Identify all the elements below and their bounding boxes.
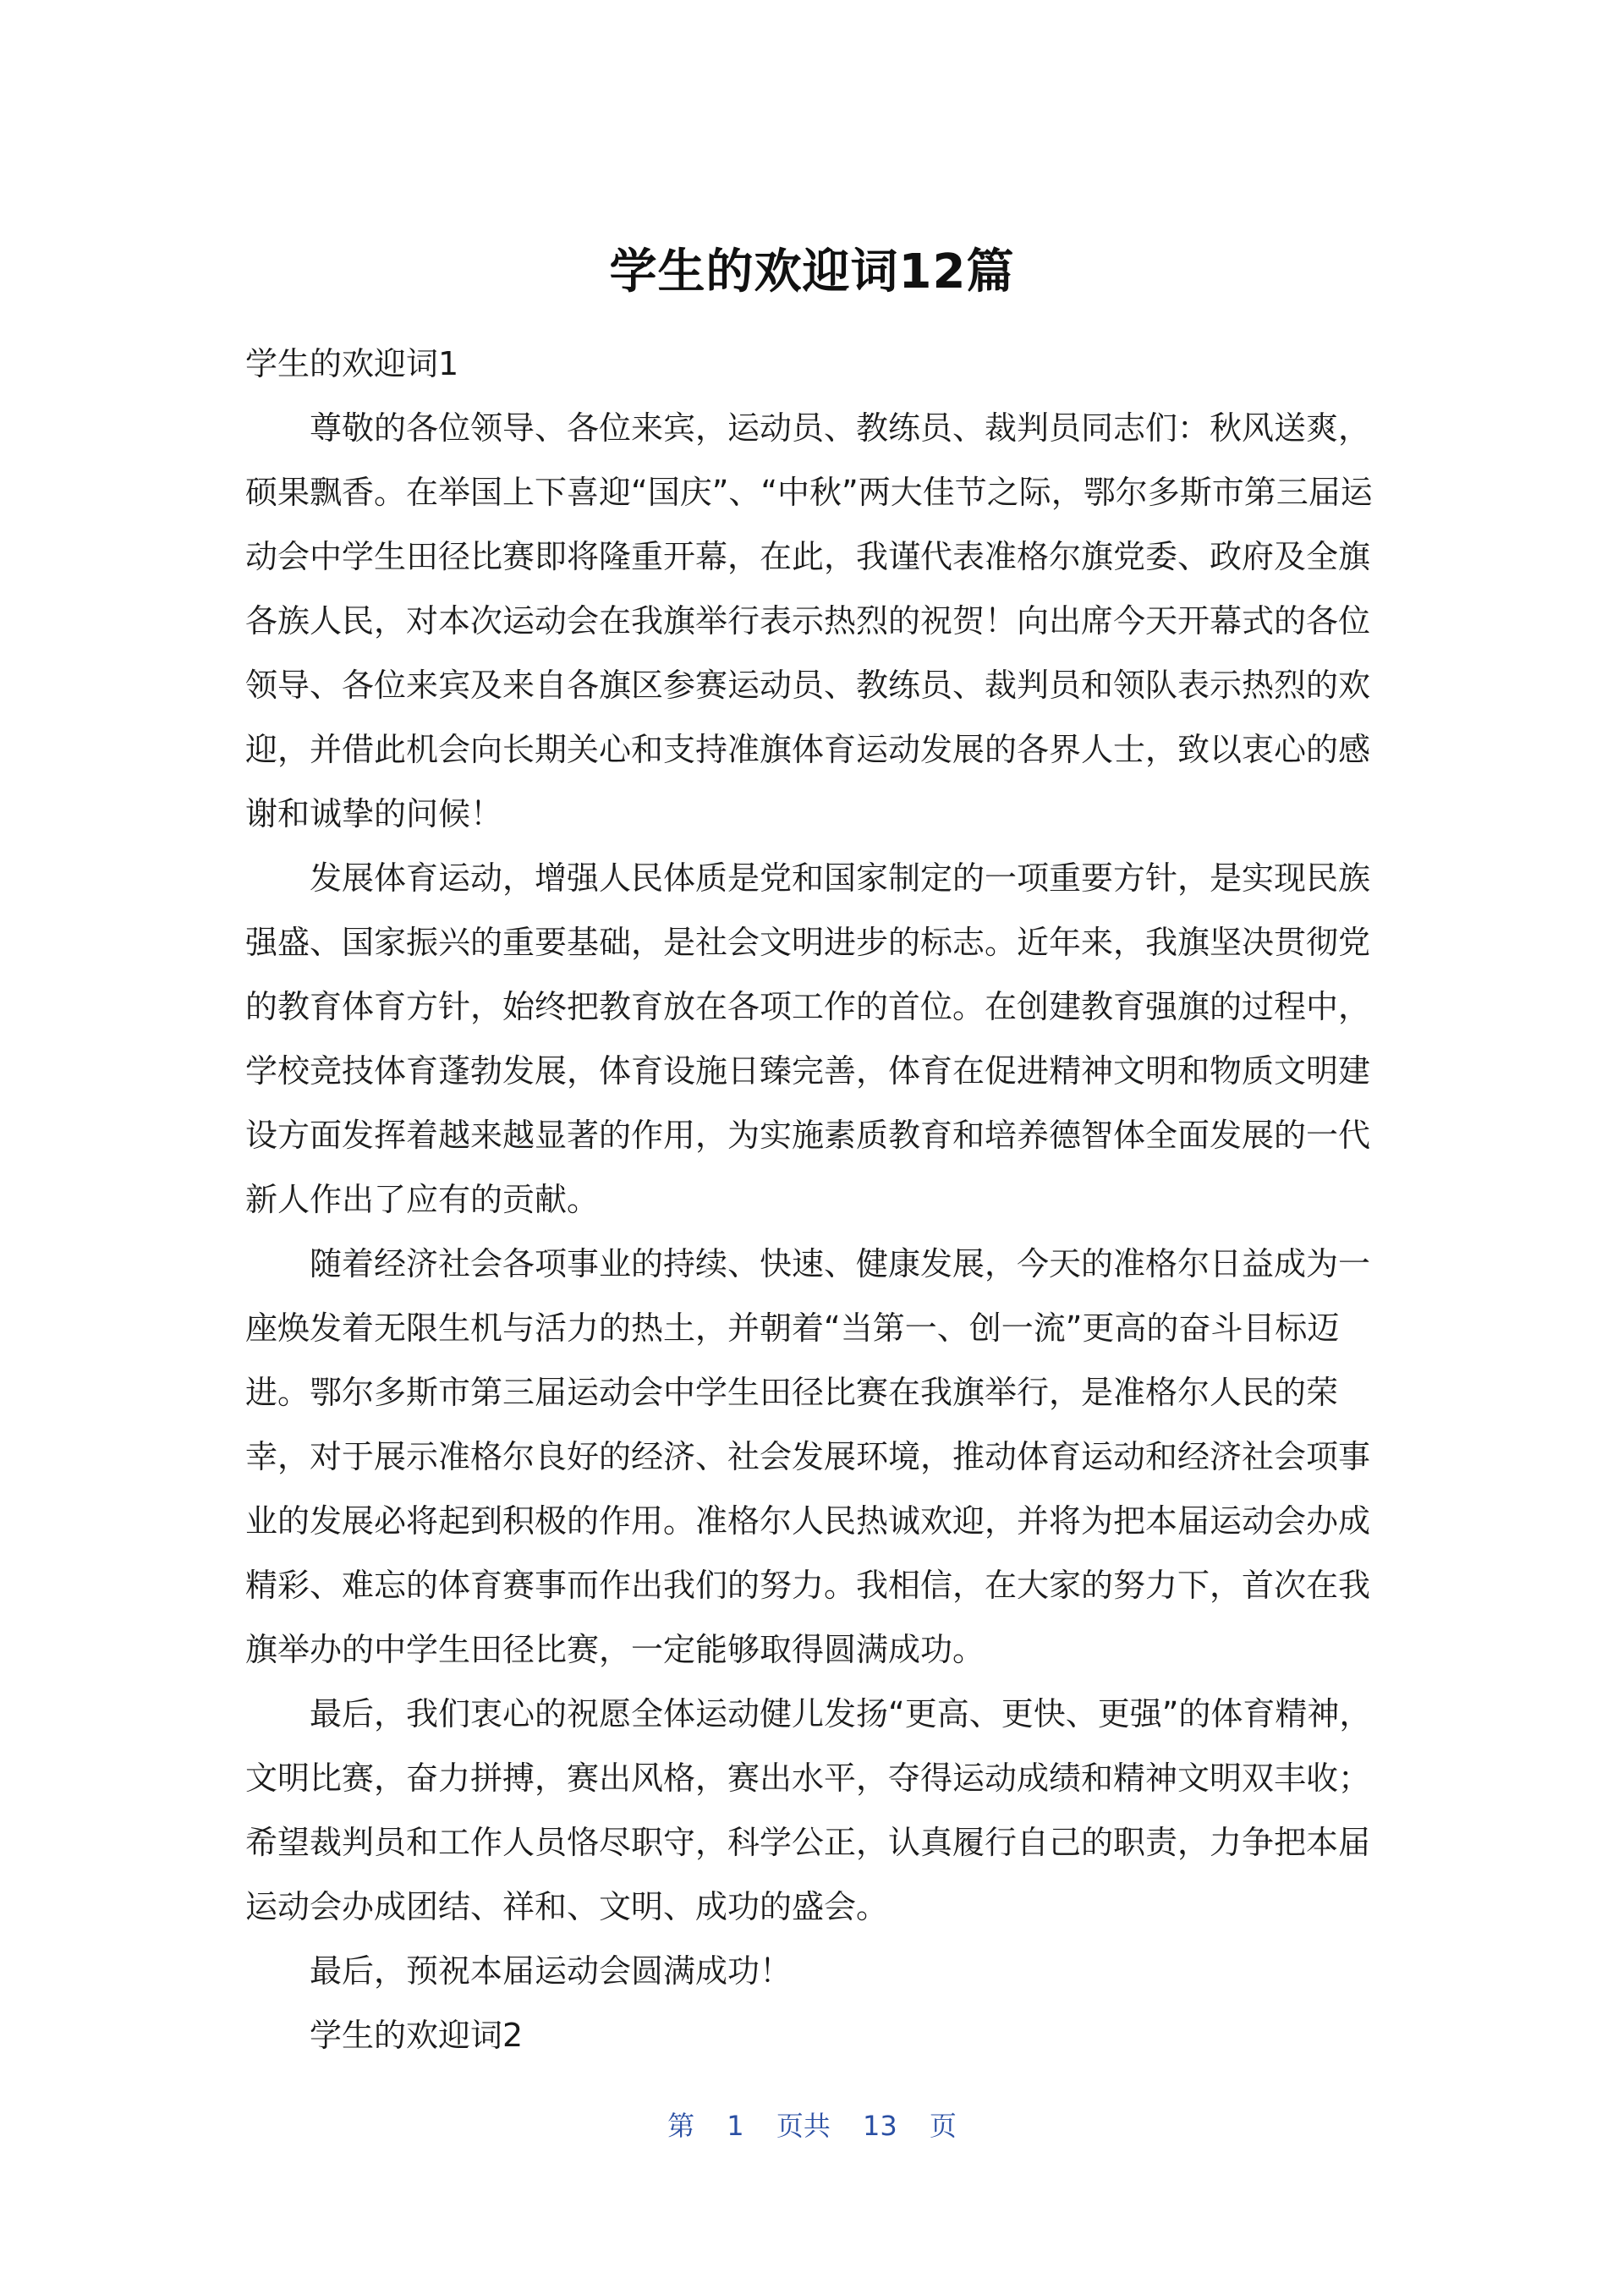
footer-middle: 页共 [776,2110,831,2142]
document-body [245,332,1379,2067]
page-footer [0,2105,1624,2147]
body-paragraph: 随着经济社会各项事业的持续、快速、健康发展，今天的准格尔日益成为一座焕发着无限生机与活力的热土，并朝着“当第一、创一流”更高的奋斗目标迈进。鄂尔多斯市第三届运动会中学生田径比赛在我旗举行，是准格尔人民的荣幸，对于展示准格尔良好的经济、社会发展环境，推动体育运动和经济社会项事业的发展必将起到积极的作用。准格尔人民热诚欢迎，并将为把本届运动会办成精彩、难忘的体育赛事而作出我们的努力。我相信，在大家的努力下，首次在我旗举办的中学生田径比赛，一定能够取得圆满成功。 [245,1245,1371,1668]
footer-suffix: 页 [929,2110,957,2142]
section-heading: 学生的欢迎词1 [245,345,459,382]
document-title: 学生的欢迎词12篇 [609,244,1015,299]
body-paragraph: 发展体育运动，增强人民体质是党和国家制定的一项重要方针，是实现民族强盛、国家振兴的重要基础，是社会文明进步的标志。近年来，我旗坚决贯彻党的教育体育方针，始终把教育放在各项工作的首位。在创建教育强旗的过程中，学校竞技体育蓬勃发展，体育设施日臻完善，体育在促进精神文明和物质文明建设方面发挥着越来越显著的作用，为实施素质教育和培养德智体全面发展的一代新人作出了应有的贡献。 [245,859,1371,1218]
footer-total-pages: 13 [863,2110,897,2142]
body-paragraph: 最后，预祝本届运动会圆满成功！ [310,1952,793,1990]
footer-prefix: 第 [667,2110,695,2142]
body-paragraph: 尊敬的各位领导、各位来宾，运动员、教练员、裁判员同志们：秋风送爽，硕果飘香。在举国上下喜迎“国庆”、“中秋”两大佳节之际，鄂尔多斯市第三届运动会中学生田径比赛即将隆重开幕，在此，我谨代表准格尔旗党委、政府及全旗各族人民，对本次运动会在我旗举行表示热烈的祝贺！向出席今天开幕式的各位领导、各位来宾及来自各旗区参赛运动员、教练员、裁判员和领队表示热烈的欢迎，并借此机会向长期关心和支持准旗体育运动发展的各界人士，致以衷心的感谢和诚挚的问候！ [245,409,1373,832]
section-heading: 学生的欢迎词2 [310,2017,524,2054]
body-paragraph: 最后，我们衷心的祝愿全体运动健儿发扬“更高、更快、更强”的体育精神，文明比赛，奋力拼搏，赛出风格，赛出水平，夺得运动成绩和精神文明双丰收；希望裁判员和工作人员恪尽职守，科学公正，认真履行自己的职责，力争把本届运动会办成团结、祥和、文明、成功的盛会。 [245,1695,1372,1925]
footer-page-number: 1 [727,2110,744,2142]
